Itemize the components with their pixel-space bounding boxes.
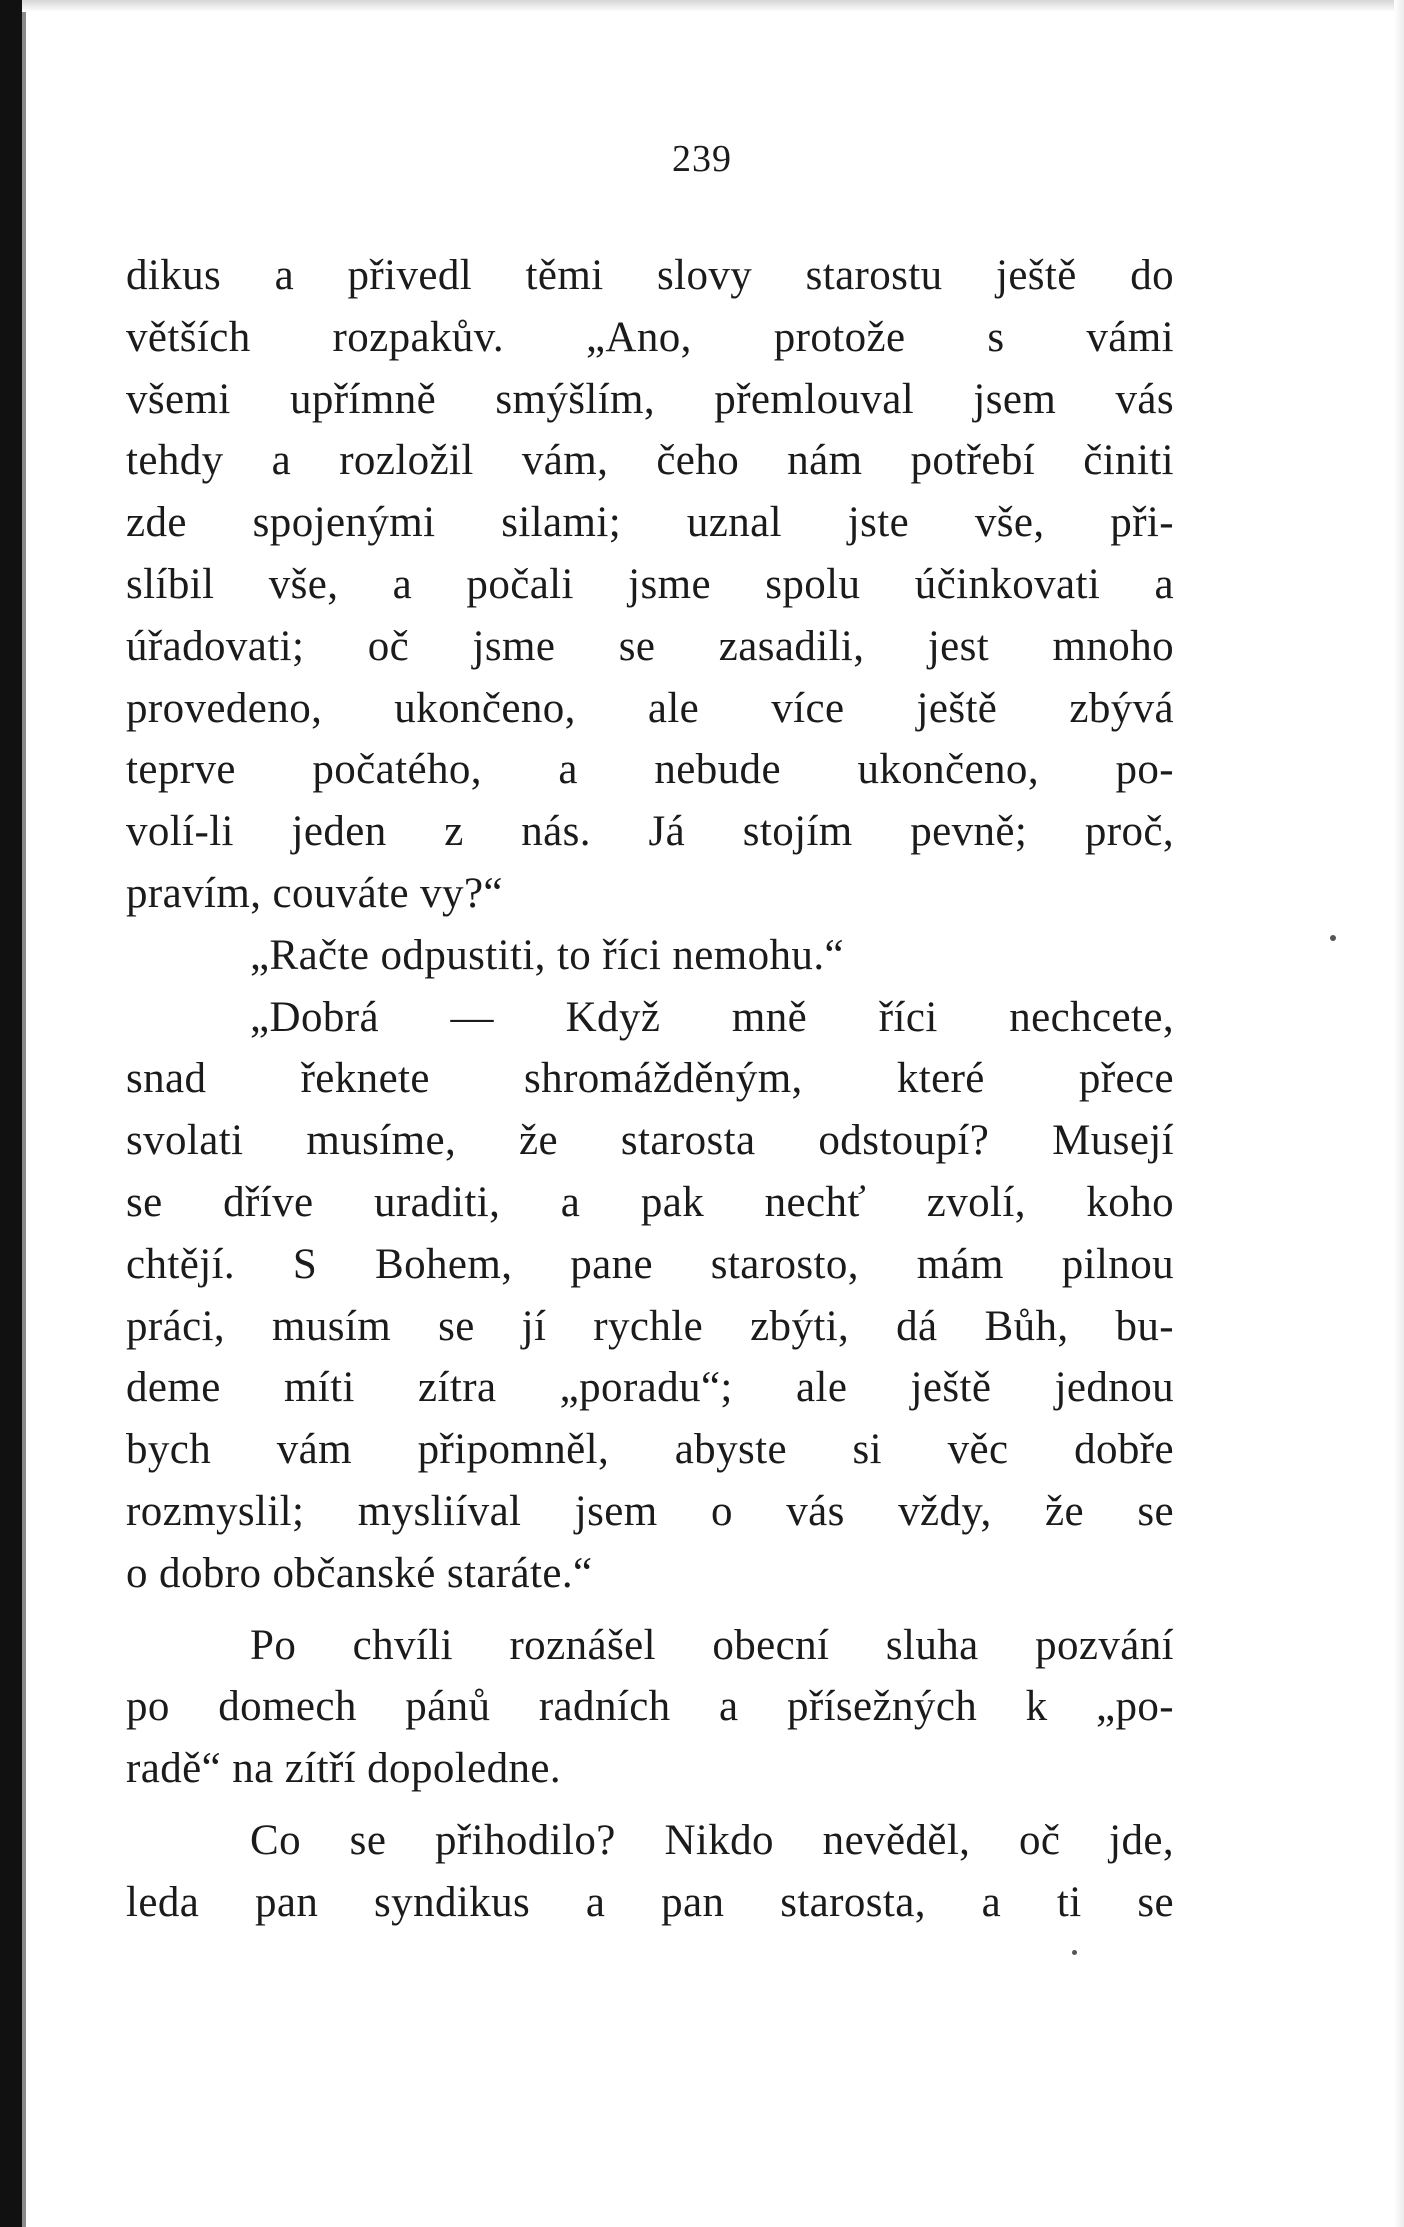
scan-binding-shadow [22, 0, 26, 2227]
page-number: 239 [672, 138, 732, 180]
text-line: leda pan syndikus a pan starosta, a ti se [126, 1878, 1174, 1926]
text-line: radě“ na zítří dopoledne. [126, 1745, 562, 1793]
text-line: „Dobrá — Když mně říci nechcete, [250, 993, 1174, 1041]
body-text [126, 245, 1174, 1934]
text-line: svolati musíme, že starosta odstoupí? Musejí [126, 1117, 1174, 1165]
text-line: volí-li jeden z nás. Já stojím pevně; proč, [126, 808, 1174, 856]
scan-binding-edge [0, 0, 22, 2227]
text-line: Po chvíli roznášel obecní sluha pozvání [250, 1621, 1174, 1669]
paragraph-gap [126, 1605, 1174, 1615]
text-line: dikus a přivedl těmi slovy starostu ještě do [126, 252, 1174, 299]
scan-right-edge [1394, 0, 1404, 2227]
text-line: zde spojenými silami; uznal jste vše, při- [126, 499, 1174, 547]
text-line: o dobro občanské staráte.“ [126, 1549, 593, 1597]
text-line: tehdy a rozložil vám, čeho nám potřebí činiti [126, 437, 1174, 485]
dust-speck [1072, 1950, 1077, 1955]
text-line: „Račte odpustiti, to říci nemohu.“ [250, 931, 844, 979]
paragraph-gap [126, 1800, 1174, 1810]
text-line: deme míti zítra „poradu“; ale ještě jednou [126, 1364, 1174, 1412]
text-line: se dříve uraditi, a pak nechť zvolí, koho [126, 1178, 1174, 1226]
text-line: pravím, couváte vy?“ [126, 869, 503, 917]
text-line: chtějí. S Bohem, pane starosto, mám pilnou [126, 1240, 1174, 1288]
dust-speck [1330, 935, 1336, 941]
text-line: teprve počatého, a nebude ukončeno, po- [126, 746, 1174, 794]
text-line: Co se přihodilo? Nikdo nevěděl, oč jde, [250, 1816, 1174, 1864]
text-line: práci, musím se jí rychle zbýti, dá Bůh, bu- [126, 1302, 1174, 1350]
text-line: slíbil vše, a počali jsme spolu účinkovati a [126, 560, 1174, 608]
text-line: úřadovati; oč jsme se zasadili, jest mnoho [126, 622, 1174, 670]
text-line: snad řeknete shromážděným, které přece [126, 1055, 1174, 1103]
text-line: rozmyslil; mysliíval jsem o vás vždy, že se [126, 1487, 1174, 1535]
text-line: provedeno, ukončeno, ale více ještě zbývá [126, 684, 1174, 732]
text-line: bych vám připomněl, abyste si věc dobře [126, 1426, 1174, 1474]
text-line: všemi upřímně smýšlím, přemlouval jsem vás [126, 375, 1174, 423]
scan-top-edge [22, 0, 1404, 12]
text-line: větších rozpakův. „Ano, protože s vámi [126, 313, 1174, 361]
text-line: po domech pánů radních a přísežných k „po- [126, 1683, 1174, 1731]
